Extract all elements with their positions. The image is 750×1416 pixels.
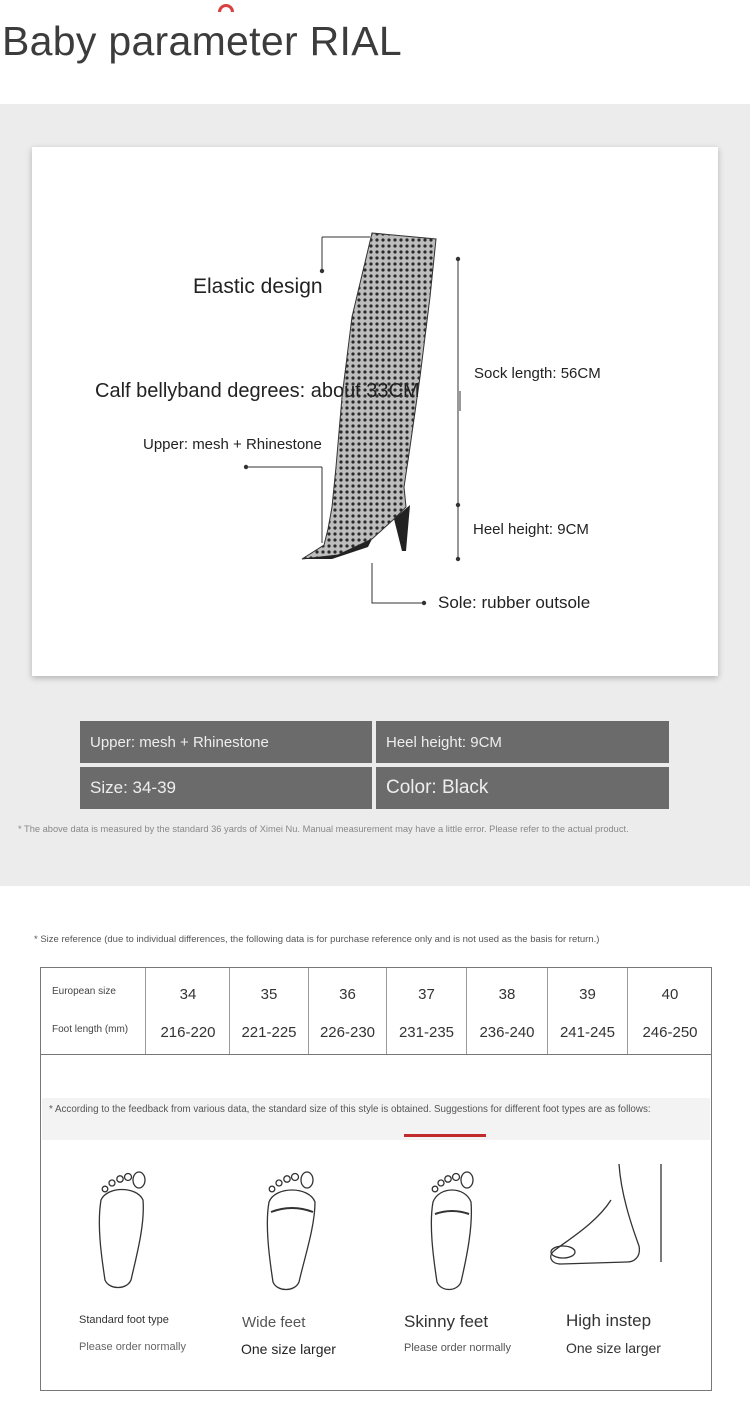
product-photo-card <box>32 147 718 676</box>
feedback-box <box>42 1098 710 1140</box>
foot-type-wide-advice: One size larger <box>241 1341 336 1357</box>
column-divider <box>308 968 309 1054</box>
size-35: 35 <box>260 986 278 1003</box>
upper-material-callout: Upper: mesh + Rhinestone <box>143 436 322 453</box>
sock-length-callout: Sock length: 56CM <box>474 365 601 382</box>
size-36: 36 <box>339 986 356 1003</box>
length-36: 226-230 <box>319 1024 376 1041</box>
length-37: 231-235 <box>398 1024 455 1041</box>
foot-icons <box>41 1164 711 1294</box>
column-divider <box>229 968 230 1054</box>
column-divider <box>547 968 548 1054</box>
size-34: 34 <box>179 986 197 1003</box>
table-divider <box>41 1054 711 1055</box>
row-label-foot-length: Foot length (mm) <box>52 1024 129 1035</box>
high-instep-icon <box>551 1164 661 1264</box>
heel-height-callout: Heel height: 9CM <box>473 521 589 538</box>
param-size <box>80 767 372 809</box>
size-chart <box>40 967 712 1391</box>
decorative-arc <box>218 4 234 12</box>
boot-illustration <box>32 147 718 676</box>
param-size-text: Size: 34-39 <box>90 778 176 797</box>
foot-type-high-instep-advice: One size larger <box>566 1340 661 1356</box>
foot-type-standard-title: Standard foot type <box>79 1314 169 1326</box>
column-divider <box>466 968 467 1054</box>
standard-foot-icon <box>99 1172 145 1288</box>
column-divider <box>386 968 387 1054</box>
elastic-design-callout: Elastic design <box>193 275 323 298</box>
length-39: 241-245 <box>559 1024 616 1041</box>
length-35: 221-225 <box>241 1024 297 1041</box>
sole-callout: Sole: rubber outsole <box>438 593 591 612</box>
measurement-disclaimer: * The above data is measured by the standard 36 yards of Ximei Nu. Manual measurement may have a little error. Please refer to the actual product. <box>18 824 629 834</box>
size-37: 37 <box>418 986 435 1003</box>
feedback-text: * According to the feedback from various data, the standard size of this style is obtained. Suggestions for different foot types are as follows: <box>49 1104 651 1115</box>
row-label-european-size: European size <box>52 986 116 997</box>
foot-type-skinny-title: Skinny feet <box>404 1312 489 1331</box>
length-38: 236-240 <box>479 1024 535 1041</box>
calf-circumference-callout: Calf bellyband degrees: about 33CM <box>95 380 420 402</box>
wide-foot-icon <box>267 1172 315 1290</box>
foot-type-wide-title: Wide feet <box>242 1314 306 1331</box>
column-divider <box>627 968 628 1054</box>
param-upper <box>80 721 372 763</box>
foot-type-skinny-advice: Please order normally <box>404 1342 511 1354</box>
size-reference-note: * Size reference (due to individual differences, the following data is for purchase reference only and is not used as the basis for return.) <box>34 934 600 945</box>
param-heel <box>376 721 669 763</box>
length-40: 246-250 <box>642 1024 698 1041</box>
size-40: 40 <box>661 986 679 1003</box>
page-title: Baby parameter RIAL <box>2 18 402 64</box>
skinny-foot-icon <box>431 1172 473 1290</box>
size-38: 38 <box>498 986 516 1003</box>
param-heel-text: Heel height: 9CM <box>386 733 502 751</box>
foot-type-standard-advice: Please order normally <box>79 1341 186 1353</box>
param-color <box>376 767 669 809</box>
param-color-text: Color: Black <box>386 777 489 798</box>
column-divider <box>145 968 146 1054</box>
param-upper-text: Upper: mesh + Rhinestone <box>90 733 269 751</box>
length-34: 216-220 <box>160 1024 216 1041</box>
accent-divider <box>404 1134 486 1137</box>
foot-type-high-instep-title: High instep <box>566 1311 652 1330</box>
size-39: 39 <box>579 986 596 1003</box>
